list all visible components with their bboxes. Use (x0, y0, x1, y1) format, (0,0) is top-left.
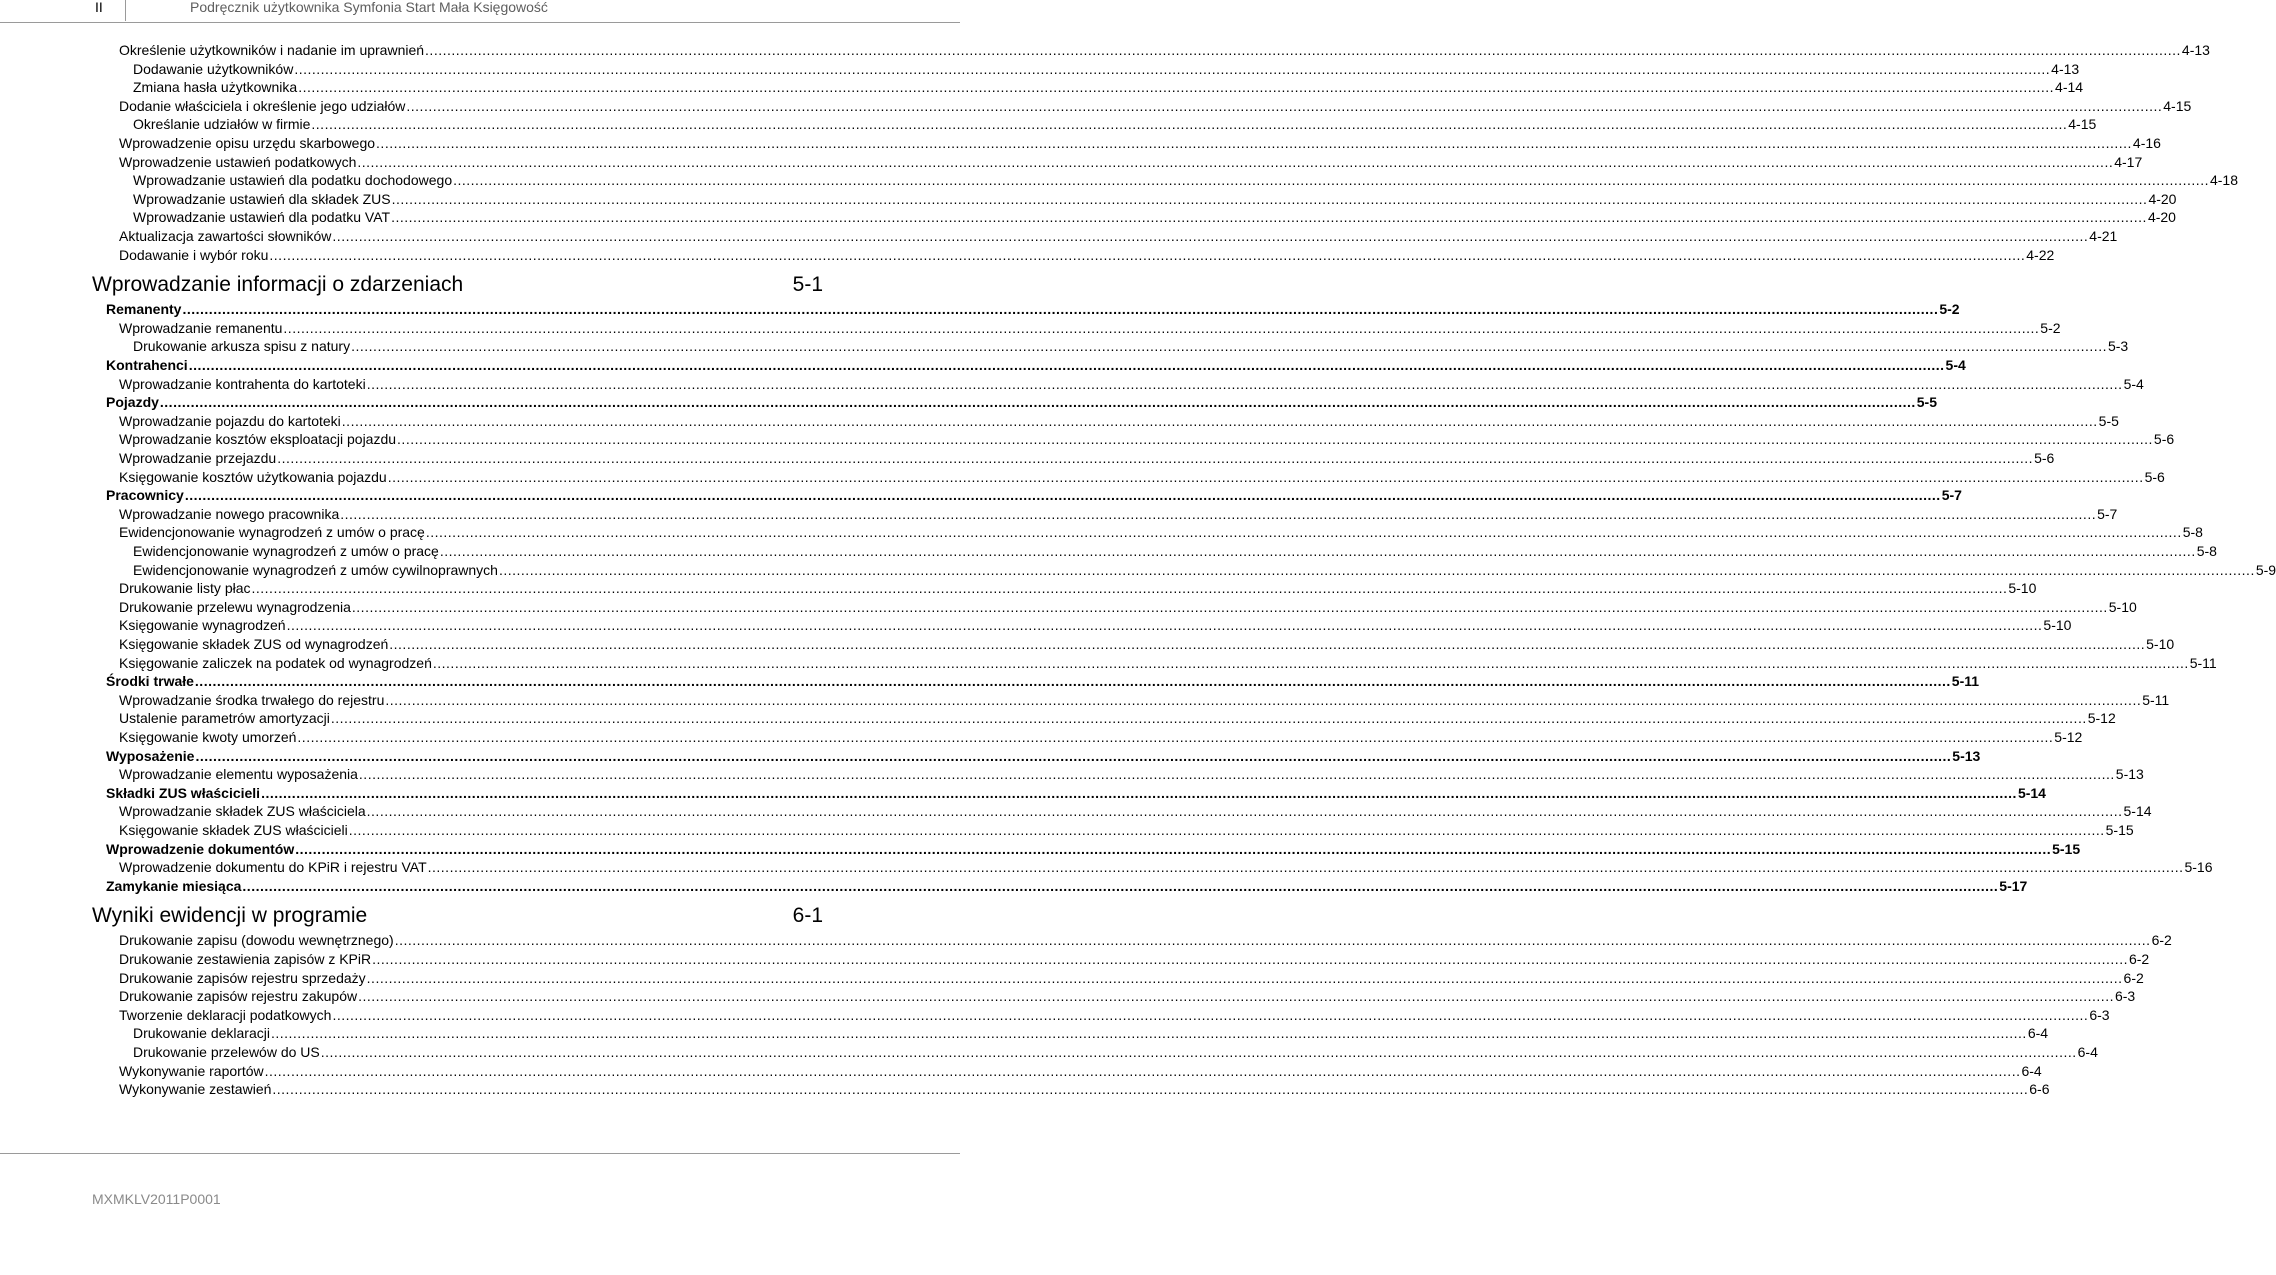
toc-leader-dots: ................................................................................................................................................................................................................................................................................................................................................................................................................ (242, 878, 1999, 894)
toc-entry-title: Drukowanie przelewów do US (133, 1044, 320, 1060)
toc-entry-page: 5-1 (792, 273, 823, 296)
toc-leader-dots: ................................................................................................................................................................................................................................................................................................................................................................................................................ (391, 209, 2147, 225)
toc-entry-title: Drukowanie przelewu wynagrodzenia (119, 599, 351, 615)
toc-leader-dots: ................................................................................................................................................................................................................................................................................................................................................................................................................ (498, 562, 2255, 578)
toc-entry[interactable] (119, 506, 2118, 523)
toc-leader-dots: ................................................................................................................................................................................................................................................................................................................................................................................................................ (366, 376, 2123, 392)
toc-entry-page: 5-13 (1952, 748, 1981, 764)
toc-entry-page: 6-2 (2151, 932, 2172, 948)
toc-leader-dots: ................................................................................................................................................................................................................................................................................................................................................................................................................ (425, 524, 2182, 540)
toc-leader-dots: ................................................................................................................................................................................................................................................................................................................................................................................................................ (366, 970, 2123, 986)
toc-entry-title: Ustalenie parametrów amortyzacji (119, 710, 330, 726)
toc-entry[interactable] (119, 951, 2150, 968)
toc-entry-title: Drukowanie deklaracji (133, 1025, 270, 1041)
toc-leader-dots: ................................................................................................................................................................................................................................................................................................................................................................................................................ (182, 301, 1939, 317)
toc-entry[interactable] (119, 988, 2136, 1005)
toc-entry-page: 4-20 (2147, 209, 2176, 225)
toc-entry-title: Wprowadzanie informacji o zdarzeniach (92, 273, 464, 296)
toc-entry[interactable] (119, 1063, 2042, 1080)
toc-entry-page: 5-8 (2182, 524, 2203, 540)
toc-entry-title: Wprowadzenie dokumentu do KPiR i rejestru VAT (119, 859, 427, 875)
toc-entry-title: Wprowadzanie kosztów eksploatacji pojazdu (119, 431, 397, 447)
toc-entry-title: Kontrahenci (106, 357, 188, 373)
toc-entry-title: Drukowanie arkusza spisu z natury (133, 338, 351, 354)
toc-leader-dots: ................................................................................................................................................................................................................................................................................................................................................................................................................ (320, 1044, 2077, 1060)
document-title: Podręcznik użytkownika Symfonia Start Mała Księgowość (190, 0, 548, 15)
toc-entry-page: 5-12 (2054, 729, 2083, 745)
toc-entry-page: 5-17 (1999, 878, 2028, 894)
toc-entry[interactable] (106, 748, 1981, 765)
toc-entry-page: 4-21 (2089, 228, 2118, 244)
toc-entry-page: 5-10 (2108, 599, 2137, 615)
toc-entry-page: 5-13 (2115, 766, 2144, 782)
toc-entry-title: Wykonywanie zestawień (119, 1081, 272, 1097)
toc-entry-page: 5-7 (2097, 506, 2118, 522)
toc-leader-dots: ................................................................................................................................................................................................................................................................................................................................................................................................................ (272, 1081, 2029, 1097)
toc-leader-dots: ................................................................................................................................................................................................................................................................................................................................................................................................................ (358, 988, 2114, 1004)
toc-entry[interactable] (106, 487, 1962, 504)
toc-entry-title: Pojazdy (106, 394, 159, 410)
toc-entry[interactable] (133, 191, 2177, 208)
toc-entry[interactable] (133, 1025, 2049, 1042)
toc-leader-dots: ................................................................................................................................................................................................................................................................................................................................................................................................................ (277, 450, 2034, 466)
toc-entry-page: 6-4 (2077, 1044, 2098, 1060)
toc-entry-title: Księgowanie kwoty umorzeń (119, 729, 297, 745)
toc-entry-page: 6-2 (2128, 951, 2150, 967)
toc-leader-dots: ................................................................................................................................................................................................................................................................................................................................................................................................................ (283, 320, 2040, 336)
toc-leader-dots: ................................................................................................................................................................................................................................................................................................................................................................................................................ (195, 748, 1952, 764)
toc-entry-page: 5-5 (2098, 413, 2119, 429)
toc-entry-page: 6-2 (2123, 970, 2144, 986)
toc-entry[interactable] (119, 599, 2137, 616)
toc-entry[interactable] (106, 673, 1980, 690)
toc-leader-dots: ................................................................................................................................................................................................................................................................................................................................................................................................................ (264, 1063, 2021, 1079)
toc-entry-page: 4-20 (2148, 191, 2177, 207)
page-number: II (95, 0, 126, 21)
toc-entry[interactable] (119, 766, 2144, 783)
toc-entry[interactable] (119, 859, 2213, 876)
toc-entry[interactable] (133, 116, 2097, 133)
toc-entry[interactable] (119, 636, 2175, 653)
toc-entry[interactable] (106, 878, 2028, 895)
toc-entry-page: 5-16 (2184, 859, 2213, 875)
toc-entry-title: Aktualizacja zawartości słowników (119, 228, 332, 244)
toc-entry[interactable] (119, 413, 2119, 430)
toc-entry[interactable] (119, 655, 2217, 672)
toc-entry-title: Dodanie właściciela i określenie jego udziałów (119, 98, 406, 114)
toc-leader-dots: ................................................................................................................................................................................................................................................................................................................................................................................................................ (439, 543, 2196, 559)
toc-entry[interactable] (119, 135, 2161, 152)
toc-entry-title: Drukowanie zapisów rejestru sprzedaży (119, 970, 366, 986)
toc-entry-page: 6-3 (2114, 988, 2136, 1004)
toc-entry[interactable] (119, 580, 2037, 597)
toc-entry-page: 4-22 (2026, 247, 2055, 263)
toc-entry-page: 5-14 (2123, 803, 2152, 819)
toc-entry-title: Wprowadzanie składek ZUS właściciela (119, 803, 366, 819)
toc-entry-page: 5-9 (2255, 562, 2276, 578)
toc-entry-page: 5-6 (2144, 469, 2165, 485)
toc-entry[interactable] (119, 469, 2165, 486)
toc-entry-title: Wprowadzanie kontrahenta do kartoteki (119, 376, 366, 392)
toc-entry[interactable] (133, 172, 2238, 189)
toc-entry[interactable] (119, 431, 2175, 448)
toc-entry-title: Wprowadzenie opisu urzędu skarbowego (119, 135, 376, 151)
toc-leader-dots: ................................................................................................................................................................................................................................................................................................................................................................................................................ (340, 506, 2097, 522)
toc-entry[interactable] (133, 543, 2217, 560)
toc-entry-title: Określenie użytkowników i nadanie im uprawnień (119, 42, 425, 58)
toc-leader-dots: ................................................................................................................................................................................................................................................................................................................................................................................................................ (330, 710, 2087, 726)
toc-entry-page: 5-14 (2017, 785, 2046, 801)
toc-entry-page: 5-12 (2087, 710, 2116, 726)
toc-chapter[interactable] (92, 273, 823, 297)
toc-entry[interactable] (119, 42, 2210, 59)
toc-leader-dots: ................................................................................................................................................................................................................................................................................................................................................................................................................ (389, 636, 2146, 652)
toc-leader-dots: ................................................................................................................................................................................................................................................................................................................................................................................................................ (397, 431, 2153, 447)
toc-entry-page: 5-15 (2052, 841, 2081, 857)
toc-entry-title: Wprowadzanie elementu wyposażenia (119, 766, 358, 782)
toc-entry-title: Dodawanie i wybór roku (119, 247, 269, 263)
toc-chapter[interactable] (92, 904, 823, 928)
toc-leader-dots: ................................................................................................................................................................................................................................................................................................................................................................................................................ (298, 79, 2055, 95)
toc-entry-page: 6-4 (2021, 1063, 2042, 1079)
toc-entry-page: 5-4 (2123, 376, 2144, 392)
toc-leader-dots: ................................................................................................................................................................................................................................................................................................................................................................................................................ (376, 135, 2132, 151)
toc-entry-title: Drukowanie zestawienia zapisów z KPiR (119, 951, 372, 967)
toc-leader-dots: ................................................................................................................................................................................................................................................................................................................................................................................................................ (251, 580, 2008, 596)
toc-entry[interactable] (119, 247, 2055, 264)
toc-entry-page: 5-10 (2043, 617, 2072, 633)
toc-entry[interactable] (119, 376, 2144, 393)
toc-entry-page: 5-6 (2034, 450, 2055, 466)
toc-entry-page: 5-15 (2105, 822, 2134, 838)
toc-leader-dots: ................................................................................................................................................................................................................................................................................................................................................................................................................ (194, 673, 1951, 689)
toc-entry[interactable] (119, 524, 2203, 541)
toc-entry-title: Ewidencjonowanie wynagrodzeń z umów cywilnoprawnych (133, 562, 498, 578)
toc-leader-dots: ................................................................................................................................................................................................................................................................................................................................................................................................................ (391, 191, 2148, 207)
toc-entry[interactable] (133, 61, 2080, 78)
toc-leader-dots: ................................................................................................................................................................................................................................................................................................................................................................................................................ (270, 1025, 2027, 1041)
toc-entry[interactable] (119, 450, 2055, 467)
toc-entry-title: Księgowanie wynagrodzeń (119, 617, 286, 633)
toc-entry-page: 6-6 (2029, 1081, 2050, 1097)
toc-entry[interactable] (106, 841, 2081, 858)
toc-entry-title: Wprowadzanie ustawień dla składek ZUS (133, 191, 391, 207)
toc-entry[interactable] (133, 209, 2176, 226)
toc-entry[interactable] (106, 785, 2046, 802)
toc-entry-title: Ewidencjonowanie wynagrodzeń z umów o pracę (119, 524, 425, 540)
toc-entry[interactable] (119, 710, 2116, 727)
toc-entry-page: 5-11 (1951, 673, 1980, 689)
toc-leader-dots: ................................................................................................................................................................................................................................................................................................................................................................................................................ (357, 154, 2114, 170)
toc-entry-page: 4-17 (2114, 154, 2143, 170)
toc-leader-dots: ................................................................................................................................................................................................................................................................................................................................................................................................................ (387, 469, 2144, 485)
toc-leader-dots: ................................................................................................................................................................................................................................................................................................................................................................................................................ (188, 357, 1945, 373)
toc-entry[interactable] (119, 803, 2152, 820)
toc-entry-page: 5-3 (2107, 338, 2129, 354)
toc-entry-title: Drukowanie zapisów rejestru zakupów (119, 988, 358, 1004)
toc-entry-title: Wprowadzenie ustawień podatkowych (119, 154, 357, 170)
toc-entry-title: Dodawanie użytkowników (133, 61, 294, 77)
toc-entry[interactable] (119, 822, 2134, 839)
toc-leader-dots: ................................................................................................................................................................................................................................................................................................................................................................................................................ (366, 803, 2123, 819)
toc-leader-dots: ................................................................................................................................................................................................................................................................................................................................................................................................................ (261, 785, 2017, 801)
toc-leader-dots: ................................................................................................................................................................................................................................................................................................................................................................................................................ (159, 394, 1916, 410)
toc-leader-dots: ................................................................................................................................................................................................................................................................................................................................................................................................................ (351, 338, 2107, 354)
toc-leader-dots: ................................................................................................................................................................................................................................................................................................................................................................................................................ (432, 655, 2189, 671)
toc-entry[interactable] (133, 338, 2129, 355)
toc-entry-page: 6-3 (2089, 1007, 2110, 1023)
toc-entry-title: Księgowanie składek ZUS od wynagrodzeń (119, 636, 389, 652)
toc-entry-page: 5-11 (2142, 692, 2170, 708)
toc-entry-title: Remanenty (106, 301, 182, 317)
toc-entry-page: 5-11 (2189, 655, 2217, 671)
toc-entry-title: Określanie udziałów w firmie (133, 116, 311, 132)
toc-entry-page: 4-18 (2209, 172, 2238, 188)
toc-entry-title: Drukowanie listy płac (119, 580, 251, 596)
toc-leader-dots: ................................................................................................................................................................................................................................................................................................................................................................................................................ (406, 98, 2163, 114)
toc-entry-page: 5-6 (2153, 431, 2175, 447)
toc-entry-title: Wprowadzanie przejazdu (119, 450, 277, 466)
toc-entry-title: Wprowadzanie remanentu (119, 320, 283, 336)
toc-entry-page: 4-16 (2132, 135, 2161, 151)
toc-entry[interactable] (119, 932, 2172, 949)
toc-leader-dots: ................................................................................................................................................................................................................................................................................................................................................................................................................ (385, 692, 2142, 708)
toc-entry-page: 6-1 (792, 904, 823, 927)
toc-leader-dots: ................................................................................................................................................................................................................................................................................................................................................................................................................ (184, 487, 1941, 503)
toc-entry-title: Księgowanie składek ZUS właścicieli (119, 822, 348, 838)
toc-entry[interactable] (106, 394, 1937, 411)
toc-entry-title: Wprowadzanie ustawień dla podatku dochodowego (133, 172, 453, 188)
toc-leader-dots: ................................................................................................................................................................................................................................................................................................................................................................................................................ (372, 951, 2128, 967)
toc-entry-title: Środki trwałe (106, 673, 194, 689)
toc-leader-dots: ................................................................................................................................................................................................................................................................................................................................................................................................................ (427, 859, 2184, 875)
toc-entry[interactable] (119, 970, 2144, 987)
toc-entry-page: 5-10 (2008, 580, 2037, 596)
toc-leader-dots: ................................................................................................................................................................................................................................................................................................................................................................................................................ (295, 841, 2052, 857)
toc-entry[interactable] (106, 301, 1960, 318)
toc-entry-page: 5-4 (1945, 357, 1966, 373)
toc-entry-page: 4-13 (2051, 61, 2080, 77)
toc-entry[interactable] (119, 617, 2072, 634)
toc-leader-dots: ................................................................................................................................................................................................................................................................................................................................................................................................................ (294, 61, 2051, 77)
toc-entry[interactable] (119, 692, 2170, 709)
toc-entry-title: Ewidencjonowanie wynagrodzeń z umów o pracę (133, 543, 439, 559)
footer-document-code: MXMKLV2011P0001 (92, 1191, 221, 1207)
toc-leader-dots: ................................................................................................................................................................................................................................................................................................................................................................................................................ (348, 822, 2105, 838)
toc-entry-title: Wprowadzanie pojazdu do kartoteki (119, 413, 341, 429)
toc-leader-dots: ................................................................................................................................................................................................................................................................................................................................................................................................................ (332, 228, 2089, 244)
toc-entry-title: Pracownicy (106, 487, 184, 503)
toc-entry-title: Tworzenie deklaracji podatkowych (119, 1007, 332, 1023)
toc-leader-dots: ................................................................................................................................................................................................................................................................................................................................................................................................................ (358, 766, 2115, 782)
toc-entry-page: 5-5 (1916, 394, 1937, 410)
toc-entry[interactable] (133, 562, 2276, 579)
toc-leader-dots: ................................................................................................................................................................................................................................................................................................................................................................................................................ (286, 617, 2043, 633)
toc-entry-title: Wprowadzenie dokumentów (106, 841, 295, 857)
toc-entry-page: 5-10 (2146, 636, 2175, 652)
toc-entry-title: Drukowanie zapisu (dowodu wewnętrznego) (119, 932, 394, 948)
toc-leader-dots: ................................................................................................................................................................................................................................................................................................................................................................................................................ (453, 172, 2209, 188)
toc-entry[interactable] (119, 320, 2061, 337)
toc-entry-page: 6-4 (2027, 1025, 2049, 1041)
toc-entry-title: Wprowadzanie ustawień dla podatku VAT (133, 209, 391, 225)
toc-entry[interactable] (133, 1044, 2098, 1061)
toc-entry-page: 4-13 (2181, 42, 2210, 58)
toc-entry[interactable] (119, 154, 2143, 171)
toc-entry[interactable] (119, 228, 2118, 245)
toc-entry-title: Wykonywanie raportów (119, 1063, 264, 1079)
toc-leader-dots: ................................................................................................................................................................................................................................................................................................................................................................................................................ (351, 599, 2108, 615)
footer-divider (0, 1153, 960, 1154)
toc-entry-title: Składki ZUS właścicieli (106, 785, 261, 801)
toc-leader-dots: ................................................................................................................................................................................................................................................................................................................................................................................................................ (297, 729, 2054, 745)
toc-leader-dots: ................................................................................................................................................................................................................................................................................................................................................................................................................ (311, 116, 2068, 132)
toc-entry[interactable] (119, 729, 2083, 746)
toc-entry-title: Wyposażenie (106, 748, 195, 764)
toc-leader-dots: ................................................................................................................................................................................................................................................................................................................................................................................................................ (269, 247, 2026, 263)
toc-leader-dots: ................................................................................................................................................................................................................................................................................................................................................................................................................ (425, 42, 2181, 58)
toc-entry-page: 5-8 (2196, 543, 2217, 559)
toc-entry[interactable] (119, 1081, 2050, 1098)
toc-entry-page: 5-2 (2040, 320, 2061, 336)
toc-entry-page: 4-14 (2055, 79, 2084, 95)
toc-entry[interactable] (106, 357, 1966, 374)
toc-entry-page: 5-2 (1939, 301, 1960, 317)
toc-leader-dots: ................................................................................................................................................................................................................................................................................................................................................................................................................ (341, 413, 2098, 429)
toc-entry-title: Wprowadzanie środka trwałego do rejestru (119, 692, 385, 708)
toc-entry-title: Zamykanie miesiąca (106, 878, 242, 894)
toc-entry-title: Zmiana hasła użytkownika (133, 79, 298, 95)
toc-entry-page: 4-15 (2163, 98, 2192, 114)
toc-entry[interactable] (119, 1007, 2110, 1024)
toc-leader-dots: ................................................................................................................................................................................................................................................................................................................................................................................................................ (394, 932, 2151, 948)
toc-entry-page: 4-15 (2068, 116, 2097, 132)
toc-entry[interactable] (119, 98, 2192, 115)
toc-entry-title: Wprowadzanie nowego pracownika (119, 506, 340, 522)
toc-entry-title: Księgowanie kosztów użytkowania pojazdu (119, 469, 387, 485)
toc-entry[interactable] (133, 79, 2084, 96)
toc-entry-title: Księgowanie zaliczek na podatek od wynagrodzeń (119, 655, 432, 671)
toc-entry-title: Wyniki ewidencji w programie (92, 904, 368, 927)
page-header (0, 0, 960, 23)
toc-entry-page: 5-7 (1941, 487, 1962, 503)
toc-leader-dots: ................................................................................................................................................................................................................................................................................................................................................................................................................ (332, 1007, 2089, 1023)
